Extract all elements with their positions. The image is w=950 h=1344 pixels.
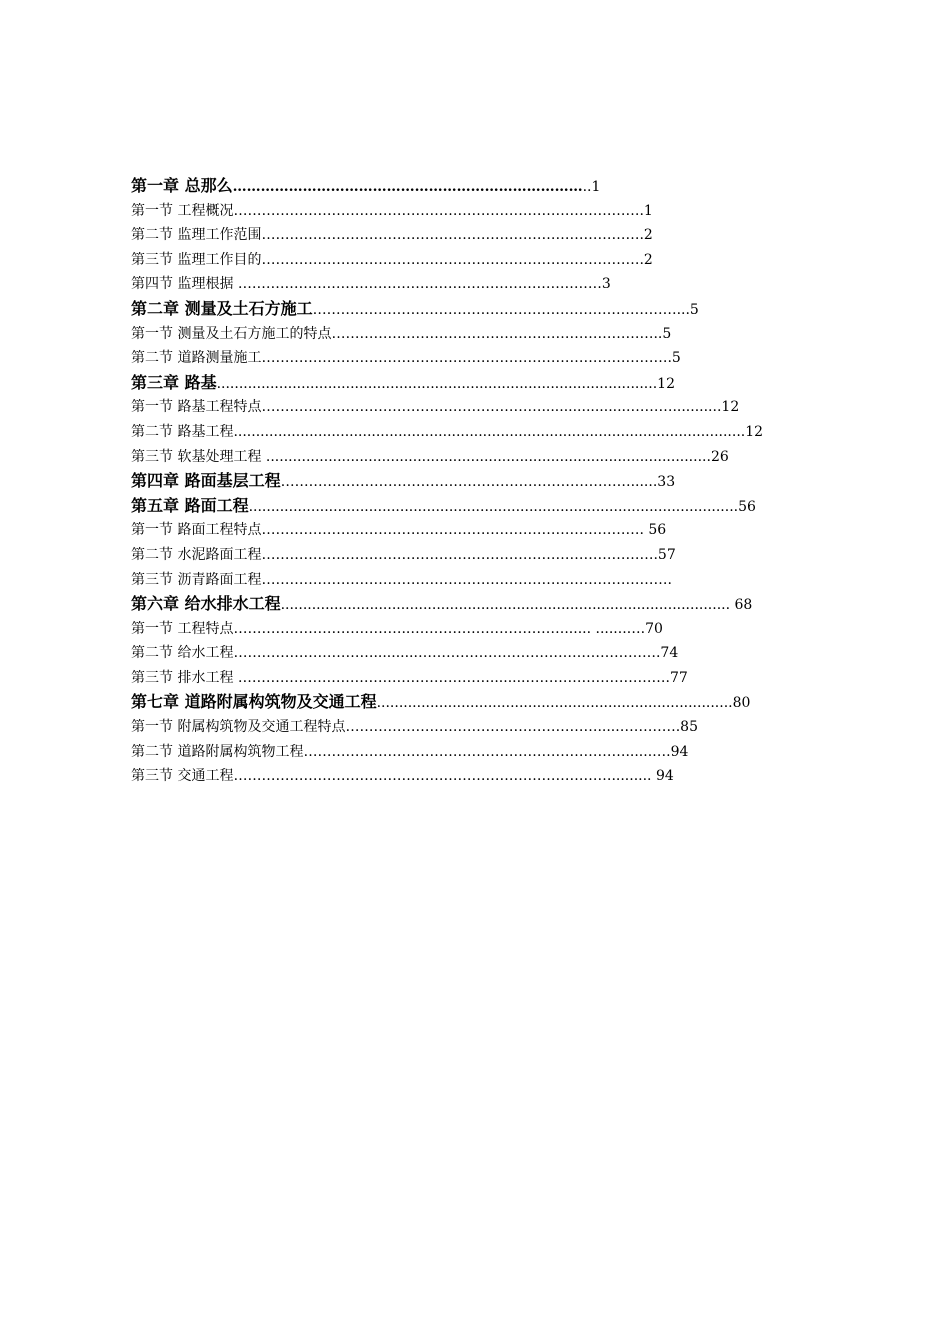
toc-page-number: 80: [732, 695, 751, 712]
toc-dot-leader: ................................................................................: [376, 695, 733, 712]
toc-section-entry[interactable]: [131, 518, 811, 543]
toc-section-entry[interactable]: [131, 395, 811, 420]
toc-entry-title: 第一章 总那么: [131, 176, 233, 195]
toc-entry-title: 第一节 路面工程特点: [131, 522, 262, 539]
toc-chapter-entry[interactable]: [131, 469, 811, 494]
toc-section-entry[interactable]: [131, 666, 811, 691]
toc-entry-title: 第五章 路面工程: [131, 495, 249, 515]
toc-dot-leader: .....................................................................................................: [280, 597, 731, 614]
toc-entry-title: 第三章 路基: [131, 372, 217, 392]
toc-dot-leader: ………………………………………………………………………: [261, 227, 640, 244]
toc-entry-title: 第二节 监理工作范围: [131, 227, 262, 244]
toc-dot-leader: ……………………………………………………………………………: [233, 202, 640, 219]
toc-dot-leader: ……………………………………………………………………: [312, 301, 677, 318]
toc-entry-title: 第二节 道路测量施工: [131, 350, 262, 367]
toc-section-entry[interactable]: [131, 445, 811, 470]
toc-entry-title: 第三节 排水工程: [131, 669, 234, 686]
toc-chapter-entry[interactable]: [131, 371, 811, 396]
toc-section-entry[interactable]: [131, 199, 811, 224]
toc-dot-leader: ……………………………………………….....………….: [345, 719, 681, 736]
toc-section-entry[interactable]: [131, 420, 811, 445]
toc-page-number: 12: [657, 375, 675, 392]
table-of-contents: [131, 174, 811, 789]
toc-section-entry[interactable]: [131, 248, 811, 273]
toc-entry-title: 第四章 路面基层工程: [131, 471, 281, 491]
toc-dot-leader: …………………………..........…………………………………………….: [233, 645, 661, 662]
toc-page-number: ...5: [676, 301, 699, 318]
toc-dot-leader: ……………………………………………………………......….: [303, 743, 671, 760]
toc-page-number: 74: [660, 645, 679, 662]
toc-page-number: 56: [643, 522, 667, 539]
toc-section-entry[interactable]: [131, 764, 811, 789]
toc-chapter-entry[interactable]: [131, 494, 811, 519]
toc-page-number: 57: [657, 546, 676, 563]
toc-chapter-entry[interactable]: [131, 592, 811, 617]
toc-dot-leader: …………………………………………………………………: [232, 179, 583, 195]
toc-page-number: 85: [680, 719, 698, 736]
toc-dot-leader: ………………………………………………………………………: [261, 350, 640, 367]
toc-dot-leader: ..............................................................................................................: [248, 498, 739, 515]
toc-dot-leader: ………………………………..……………………………...... .......….: [233, 620, 646, 637]
toc-dot-leader: …………………………………………………………………………….: [261, 571, 672, 588]
toc-page-number: .1: [639, 202, 653, 219]
toc-page-number: 12: [745, 423, 764, 440]
toc-section-entry[interactable]: [131, 641, 811, 666]
toc-section-entry[interactable]: [131, 346, 811, 371]
toc-page-number: 33: [657, 474, 676, 491]
toc-section-entry[interactable]: [131, 617, 811, 642]
toc-entry-title: 第六章 给水排水工程: [131, 594, 281, 614]
toc-chapter-entry[interactable]: [131, 297, 811, 322]
toc-chapter-entry[interactable]: [131, 690, 811, 715]
toc-entry-title: 第二章 测量及土石方施工: [131, 298, 313, 318]
toc-dot-leader: ………………………………………………………………………….: [261, 546, 658, 563]
toc-page-number: .2: [639, 251, 653, 268]
toc-page-number: 70: [645, 620, 663, 637]
toc-page-number: 26: [710, 448, 729, 465]
toc-section-entry[interactable]: [131, 223, 811, 248]
toc-page-number: 56: [738, 498, 756, 515]
toc-dot-leader: ………………………………………………........………………………….: [233, 669, 670, 686]
toc-entry-title: 第一节 路基工程特点: [131, 399, 262, 416]
toc-page-number: .2: [639, 227, 653, 244]
toc-entry-title: 第七章 道路附属构筑物及交通工程: [131, 692, 377, 712]
toc-entry-title: 第三节 软基处理工程: [131, 448, 262, 465]
toc-entry-title: 第一节 测量及土石方施工的特点: [131, 325, 332, 342]
toc-page-number: 77: [669, 669, 688, 686]
toc-entry-title: 第一节 工程概况: [131, 202, 234, 219]
toc-page-number: 3: [601, 276, 611, 293]
toc-entry-title: 第三节 沥青路面工程: [131, 571, 262, 588]
toc-entry-title: 第一节 附属构筑物及交通工程特点: [131, 719, 346, 736]
toc-section-entry[interactable]: [131, 715, 811, 740]
toc-entry-title: 第二节 路基工程: [131, 423, 234, 440]
toc-chapter-entry[interactable]: [131, 174, 811, 199]
toc-page-number: 68: [730, 597, 753, 614]
toc-entry-title: 第三节 监理工作目的: [131, 251, 262, 268]
toc-entry-title: 第四节 监理根据: [131, 276, 234, 293]
toc-section-entry[interactable]: [131, 322, 811, 347]
toc-entry-title: 第一节 工程特点: [131, 620, 234, 637]
toc-entry-title: 第三节 交通工程: [131, 768, 234, 785]
toc-section-entry[interactable]: [131, 543, 811, 568]
toc-page-number: …….5: [639, 350, 681, 367]
toc-page-number: 94: [651, 768, 674, 785]
toc-section-entry[interactable]: [131, 272, 811, 297]
toc-dot-leader: ………………………………………………………………………: [261, 251, 640, 268]
toc-entry-title: 第二节 道路附属构筑物工程: [131, 743, 304, 760]
toc-dot-leader: ……………………………………………………....................………...........: [261, 399, 722, 416]
toc-page-number: 12: [721, 399, 740, 416]
toc-page-number: 94: [670, 743, 689, 760]
toc-dot-leader: ……………………………………………………………………: [233, 276, 602, 293]
toc-dot-leader: ...................................................................................................: [216, 375, 658, 392]
toc-entry-title: 第二节 给水工程: [131, 645, 234, 662]
toc-dot-leader: ……………………………………………………………: [331, 325, 654, 342]
toc-page-number: ..5: [653, 325, 672, 342]
toc-dot-leader: ...................................................................................................................: [233, 423, 746, 440]
toc-dot-leader: ……………………………………………………………………….........: [233, 768, 652, 785]
toc-dot-leader: ....................................................................................................: [261, 448, 711, 465]
toc-section-entry[interactable]: [131, 568, 811, 593]
toc-dot-leader: ……………………………………………………………………….: [261, 522, 644, 539]
toc-entry-title: 第二节 水泥路面工程: [131, 546, 262, 563]
toc-dot-leader: …………………………………………………………………......: [280, 474, 658, 491]
toc-page-number: ..1: [582, 179, 601, 195]
toc-section-entry[interactable]: [131, 740, 811, 765]
